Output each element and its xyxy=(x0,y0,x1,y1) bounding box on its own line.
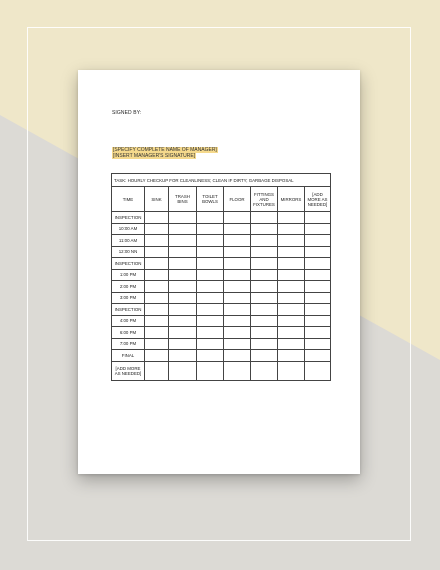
table-row xyxy=(112,327,331,339)
row-label: 1:00 PM xyxy=(112,269,145,281)
table-row xyxy=(112,269,331,281)
column-header: FITTINGS AND FIXTURES xyxy=(251,187,278,212)
table-cell[interactable] xyxy=(251,258,278,270)
table-cell[interactable] xyxy=(251,304,278,316)
task-description: TASK: HOURLY CHECKUP FOR CLEANLINESS; CLEAN IF DIRTY; GARBAGE DISPOSAL xyxy=(112,174,331,187)
table-cell[interactable] xyxy=(305,223,331,235)
table-row xyxy=(112,338,331,350)
table-cell[interactable] xyxy=(169,327,197,339)
table-cell[interactable] xyxy=(224,350,251,362)
table-cell[interactable] xyxy=(224,327,251,339)
table-cell[interactable] xyxy=(197,258,224,270)
table-cell[interactable] xyxy=(197,292,224,304)
table-cell[interactable] xyxy=(305,269,331,281)
table-row xyxy=(112,292,331,304)
table-cell[interactable] xyxy=(224,281,251,293)
table-cell[interactable] xyxy=(145,223,169,235)
table-cell[interactable] xyxy=(278,246,305,258)
row-label: 7:00 PM xyxy=(112,338,145,350)
table-cell[interactable] xyxy=(278,361,305,380)
table-cell[interactable] xyxy=(251,235,278,247)
column-header: [ADD MORE AS NEEDED] xyxy=(305,187,331,212)
table-cell[interactable] xyxy=(169,315,197,327)
table-cell[interactable] xyxy=(169,304,197,316)
table-cell[interactable] xyxy=(145,292,169,304)
table-cell[interactable] xyxy=(251,281,278,293)
table-cell[interactable] xyxy=(169,281,197,293)
row-label: 11:00 AM xyxy=(112,235,145,247)
table-cell[interactable] xyxy=(251,327,278,339)
table-cell[interactable] xyxy=(305,350,331,362)
table-cell[interactable] xyxy=(145,361,169,380)
row-label: 6:00 PM xyxy=(112,327,145,339)
table-cell[interactable] xyxy=(278,338,305,350)
table-cell[interactable] xyxy=(251,315,278,327)
table-cell[interactable] xyxy=(224,223,251,235)
table-cell[interactable] xyxy=(197,361,224,380)
table-cell[interactable] xyxy=(251,338,278,350)
table-cell[interactable] xyxy=(251,269,278,281)
table-cell[interactable] xyxy=(278,350,305,362)
table-cell[interactable] xyxy=(278,269,305,281)
table-cell[interactable] xyxy=(145,235,169,247)
column-header: FLOOR xyxy=(224,187,251,212)
table-cell[interactable] xyxy=(305,258,331,270)
table-cell[interactable] xyxy=(197,223,224,235)
table-cell[interactable] xyxy=(251,223,278,235)
table-cell[interactable] xyxy=(197,327,224,339)
table-cell[interactable] xyxy=(278,327,305,339)
table-cell[interactable] xyxy=(169,350,197,362)
table-cell[interactable] xyxy=(197,269,224,281)
table-cell[interactable] xyxy=(145,281,169,293)
row-label: 12:00 NN xyxy=(112,246,145,258)
table-cell[interactable] xyxy=(145,338,169,350)
row-label: INSPECTION xyxy=(112,258,145,270)
table-cell[interactable] xyxy=(305,338,331,350)
table-row xyxy=(112,235,331,247)
table-cell[interactable] xyxy=(197,246,224,258)
table-cell[interactable] xyxy=(251,246,278,258)
table-cell[interactable] xyxy=(278,315,305,327)
column-header: TRASH BINS xyxy=(169,187,197,212)
table-cell[interactable] xyxy=(224,338,251,350)
row-label: [ADD MORE AS NEEDED] xyxy=(112,361,145,380)
table-cell[interactable] xyxy=(145,304,169,316)
row-label: 10:00 AM xyxy=(112,223,145,235)
table-cell[interactable] xyxy=(251,212,278,224)
table-cell[interactable] xyxy=(197,281,224,293)
table-cell[interactable] xyxy=(145,246,169,258)
table-cell[interactable] xyxy=(305,281,331,293)
row-label: INSPECTION xyxy=(112,304,145,316)
row-label: FINAL xyxy=(112,350,145,362)
cleaning-log-table xyxy=(111,173,331,381)
row-label: 4:00 PM xyxy=(112,315,145,327)
table-cell[interactable] xyxy=(278,258,305,270)
table-cell[interactable] xyxy=(169,235,197,247)
table-cell[interactable] xyxy=(197,212,224,224)
table-cell[interactable] xyxy=(145,327,169,339)
table-cell[interactable] xyxy=(305,235,331,247)
table-row xyxy=(112,258,331,270)
table-cell[interactable] xyxy=(224,304,251,316)
signed-by-label: SIGNED BY: xyxy=(112,110,142,116)
table-cell[interactable] xyxy=(251,361,278,380)
table-cell[interactable] xyxy=(224,361,251,380)
manager-name-placeholder[interactable]: [SPECIFY COMPLETE NAME OF MANAGER] xyxy=(113,147,217,153)
table-cell[interactable] xyxy=(224,292,251,304)
table-cell[interactable] xyxy=(224,258,251,270)
table-cell[interactable] xyxy=(224,246,251,258)
table-cell[interactable] xyxy=(305,327,331,339)
table-cell[interactable] xyxy=(278,304,305,316)
table-row xyxy=(112,361,331,380)
table-cell[interactable] xyxy=(197,338,224,350)
table-cell[interactable] xyxy=(305,361,331,380)
table-cell[interactable] xyxy=(305,304,331,316)
table-cell[interactable] xyxy=(305,212,331,224)
table-cell[interactable] xyxy=(169,212,197,224)
table-cell[interactable] xyxy=(197,350,224,362)
table-cell[interactable] xyxy=(251,292,278,304)
table-cell[interactable] xyxy=(305,315,331,327)
column-header: SINK xyxy=(145,187,169,212)
column-header: TOILET BOWLS xyxy=(197,187,224,212)
table-cell[interactable] xyxy=(145,269,169,281)
table-row xyxy=(112,223,331,235)
table-cell[interactable] xyxy=(169,246,197,258)
table-cell[interactable] xyxy=(305,246,331,258)
table-cell[interactable] xyxy=(145,258,169,270)
row-label: 3:00 PM xyxy=(112,292,145,304)
table-cell[interactable] xyxy=(278,281,305,293)
row-label: INSPECTION xyxy=(112,212,145,224)
column-header: MIRRORS xyxy=(278,187,305,212)
table-header-row xyxy=(112,187,331,212)
table-cell[interactable] xyxy=(224,212,251,224)
table-row xyxy=(112,350,331,362)
table-row xyxy=(112,315,331,327)
table-row xyxy=(112,281,331,293)
table-cell[interactable] xyxy=(278,212,305,224)
column-header: TIME xyxy=(112,187,145,212)
table-cell[interactable] xyxy=(305,292,331,304)
table-row xyxy=(112,246,331,258)
table-cell[interactable] xyxy=(169,269,197,281)
table-cell[interactable] xyxy=(224,235,251,247)
table-cell[interactable] xyxy=(169,361,197,380)
table-cell[interactable] xyxy=(145,212,169,224)
table-cell[interactable] xyxy=(224,315,251,327)
table-cell[interactable] xyxy=(197,304,224,316)
document-page xyxy=(78,70,360,474)
table-cell[interactable] xyxy=(169,223,197,235)
table-row xyxy=(112,212,331,224)
table-cell[interactable] xyxy=(278,235,305,247)
table-cell[interactable] xyxy=(224,269,251,281)
table-cell[interactable] xyxy=(169,338,197,350)
table-cell[interactable] xyxy=(197,235,224,247)
table-cell[interactable] xyxy=(169,292,197,304)
table-row xyxy=(112,304,331,316)
row-label: 2:00 PM xyxy=(112,281,145,293)
table-cell[interactable] xyxy=(251,350,278,362)
manager-signature-placeholder[interactable]: [INSERT MANAGER'S SIGNATURE] xyxy=(113,153,196,159)
table-cell[interactable] xyxy=(278,292,305,304)
table-cell[interactable] xyxy=(278,223,305,235)
table-cell[interactable] xyxy=(169,258,197,270)
table-cell[interactable] xyxy=(145,315,169,327)
table-cell[interactable] xyxy=(145,350,169,362)
table-cell[interactable] xyxy=(197,315,224,327)
